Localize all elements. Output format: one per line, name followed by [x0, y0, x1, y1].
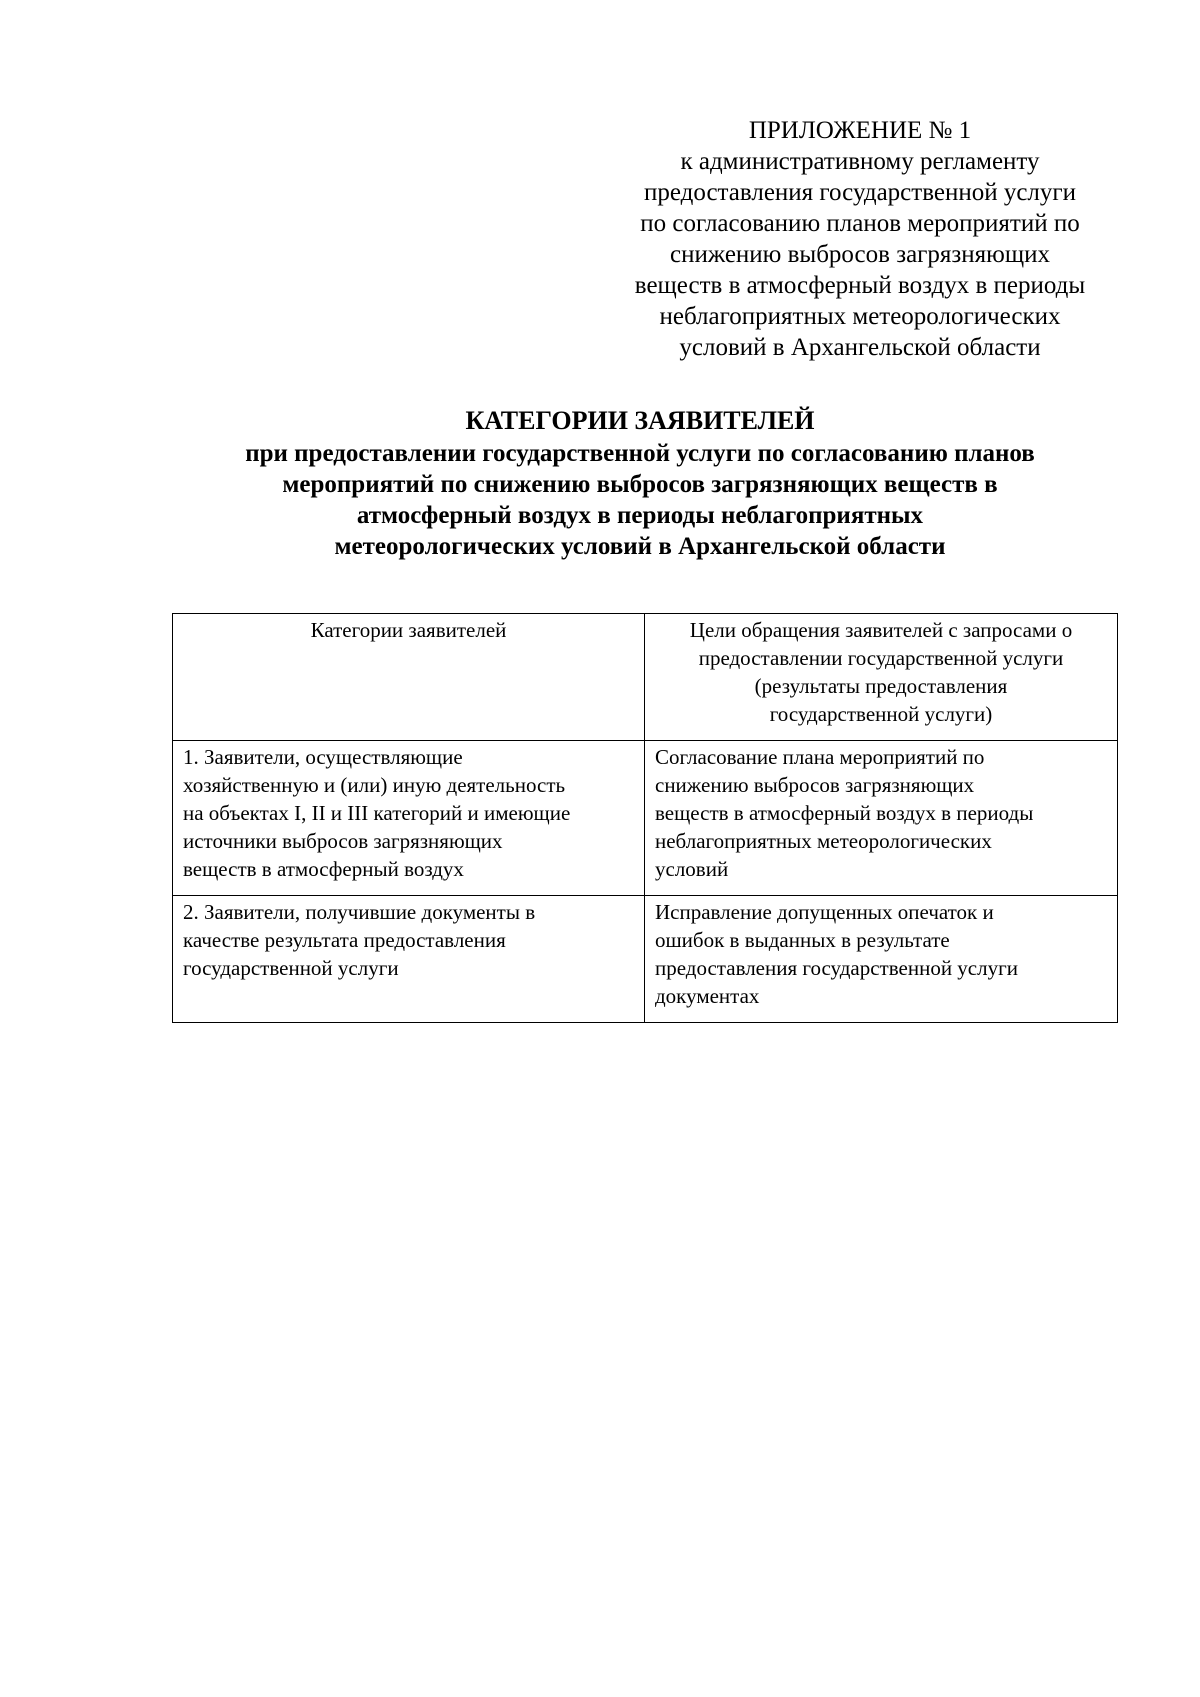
appendix-text-line: к административному регламенту [680, 148, 1040, 175]
category-cell [173, 741, 645, 896]
appendix-text-line: условий в Архангельской области [679, 334, 1041, 361]
cell-line: хозяйственную и (или) иную деятельность [183, 773, 566, 797]
cell-line: условий [655, 857, 729, 881]
table-row [173, 741, 1118, 896]
document-title [150, 404, 1130, 562]
purpose-cell [645, 896, 1118, 1023]
appendix-header [590, 115, 1130, 363]
title-subtitle-line: атмосферный воздух в периоды неблагоприятных [356, 502, 924, 529]
appendix-number: ПРИЛОЖЕНИЕ № 1 [748, 117, 972, 144]
applicant-categories-table [172, 613, 1118, 1023]
header-line: Цели обращения заявителей с запросами о [689, 618, 1073, 642]
cell-line: Исправление допущенных опечаток и [655, 900, 994, 924]
cell-line: веществ в атмосферный воздух в периоды [655, 801, 1034, 825]
cell-line: документах [655, 984, 760, 1008]
category-cell [173, 896, 645, 1023]
title-subtitle-line: мероприятий по снижению выбросов загрязняющих веществ в [282, 471, 998, 498]
cell-line: предоставления государственной услуги [655, 956, 1018, 980]
appendix-text-line: снижению выбросов загрязняющих [670, 241, 1050, 268]
cell-line: 1. Заявители, осуществляющие [183, 745, 463, 769]
title-main: КАТЕГОРИИ ЗАЯВИТЕЛЕЙ [465, 406, 815, 435]
cell-line: 2. Заявители, получившие документы в [183, 900, 536, 924]
column-header-categories [173, 614, 645, 741]
appendix-text-line: по согласованию планов мероприятий по [640, 210, 1080, 237]
appendix-text-line: неблагоприятных метеорологических [659, 303, 1061, 330]
column-header-purposes [645, 614, 1118, 741]
appendix-text-line: веществ в атмосферный воздух в периоды [634, 272, 1086, 299]
header-line: Категории заявителей [310, 618, 507, 642]
header-line: государственной услуги) [769, 702, 993, 726]
table-header-row [173, 614, 1118, 741]
header-line: предоставлении государственной услуги [698, 646, 1064, 670]
cell-line: Согласование плана мероприятий по [655, 745, 985, 769]
cell-line: государственной услуги [183, 956, 399, 980]
title-subtitle-line: метеорологических условий в Архангельской области [334, 533, 946, 560]
cell-line: ошибок в выданных в результате [655, 928, 950, 952]
purpose-cell [645, 741, 1118, 896]
cell-line: на объектах I, II и III категорий и имеющие [183, 801, 571, 825]
cell-line: качестве результата предоставления [183, 928, 506, 952]
cell-line: источники выбросов загрязняющих [183, 829, 503, 853]
cell-line: снижению выбросов загрязняющих [655, 773, 975, 797]
title-subtitle-line: при предоставлении государственной услуги по согласованию планов [245, 440, 1035, 467]
appendix-text-line: предоставления государственной услуги [643, 179, 1077, 206]
cell-line: веществ в атмосферный воздух [183, 857, 464, 881]
cell-line: неблагоприятных метеорологических [655, 829, 992, 853]
header-line: (результаты предоставления [754, 674, 1008, 698]
table-row [173, 896, 1118, 1023]
